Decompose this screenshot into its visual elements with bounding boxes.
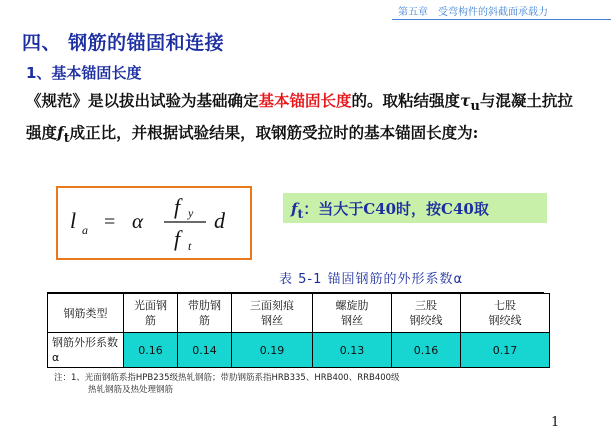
table-header-row [48, 294, 550, 333]
page-number: 1 [551, 415, 560, 430]
section-title: 四、 钢筋的锚固和连接 [22, 32, 225, 54]
formula-den-f: f [174, 226, 181, 251]
tau-subscript: u [470, 99, 480, 115]
note-f-symbol: f [291, 200, 298, 218]
col-1-line1: 带肋钢 [188, 299, 221, 312]
header-cell-col-0 [124, 294, 178, 333]
col-1-line2: 筋 [199, 314, 210, 327]
tau-symbol: τ [460, 91, 471, 110]
note-text [291, 198, 489, 221]
para-text-1: 《规范》是以拔出试验为基础确定 [26, 91, 259, 110]
header-cell-type: 钢筋类型 [48, 294, 124, 333]
col-2-line2: 钢丝 [261, 314, 283, 327]
value-cell-5: 0.17 [461, 333, 550, 368]
col-4-line1: 三股 [415, 299, 437, 312]
header-cell-col-3 [313, 294, 392, 333]
row-header-coef: 钢筋外形系数α [48, 333, 124, 368]
note-body: ：当大于C40时，按C40取 [303, 200, 489, 218]
ft-subscript: t [63, 131, 70, 147]
header-cell-col-5 [461, 294, 550, 333]
note-f-subscript: t [297, 206, 304, 221]
col-5-line2: 钢绞线 [488, 314, 522, 327]
value-cell-0: 0.16 [124, 333, 178, 368]
formula-alpha: α [132, 209, 144, 233]
col-5-line1: 七股 [494, 299, 516, 312]
col-2-line1: 三面刻痕 [250, 299, 294, 312]
formula-num-f: f [174, 194, 181, 219]
para-text-4: 成正比，并根据试验结果，取钢筋受拉时的基本锚固长度为: [69, 123, 479, 143]
footnote-line-1: 注：1、光面钢筋系指HPB235级热轧钢筋；带肋钢筋系指HRB335、HRB400、RRB400级 [54, 373, 400, 383]
table-caption: 表 5-1 锚固钢筋的外形系数α [279, 272, 464, 287]
para-text-2: 的。取粘结强度 [351, 91, 461, 110]
col-3-line2: 钢丝 [341, 314, 363, 327]
table-value-row [48, 333, 550, 368]
anchorage-formula [58, 188, 250, 258]
col-0-line1: 光面钢 [134, 299, 167, 312]
coefficient-table-wrap [47, 293, 550, 368]
coefficient-table [47, 293, 550, 368]
body-paragraph [26, 88, 586, 152]
value-cell-3: 0.13 [313, 333, 392, 368]
footnote-line-2: 热轧钢筋及热处理钢筋 [88, 385, 174, 395]
formula-d: d [214, 208, 225, 233]
col-0-line2: 筋 [145, 314, 156, 327]
formula-l: l [70, 208, 77, 233]
ft-symbol: f [57, 123, 64, 143]
chapter-header: 第五章 受弯构件的斜截面承载力 [398, 7, 548, 18]
value-cell-4: 0.16 [392, 333, 461, 368]
highlight-term: 基本锚固长度 [258, 91, 352, 110]
header-cell-col-4 [392, 294, 461, 333]
note-box [283, 193, 547, 223]
para-text-3: 与混凝土抗拉强度 [26, 91, 573, 143]
formula-box [56, 186, 252, 260]
value-cell-2: 0.19 [232, 333, 313, 368]
header-cell-col-1 [178, 294, 232, 333]
col-4-line2: 钢绞线 [409, 314, 443, 327]
subsection-title: 1、基本锚固长度 [26, 64, 142, 82]
formula-equals: = [104, 211, 116, 233]
header-cell-col-2 [232, 294, 313, 333]
formula-den-sub: t [188, 239, 192, 253]
table-footnote [54, 372, 554, 396]
formula-num-sub: y [188, 206, 194, 220]
formula-l-sub: a [82, 223, 88, 237]
col-3-line1: 螺旋肋 [335, 299, 369, 312]
value-cell-1: 0.14 [178, 333, 232, 368]
